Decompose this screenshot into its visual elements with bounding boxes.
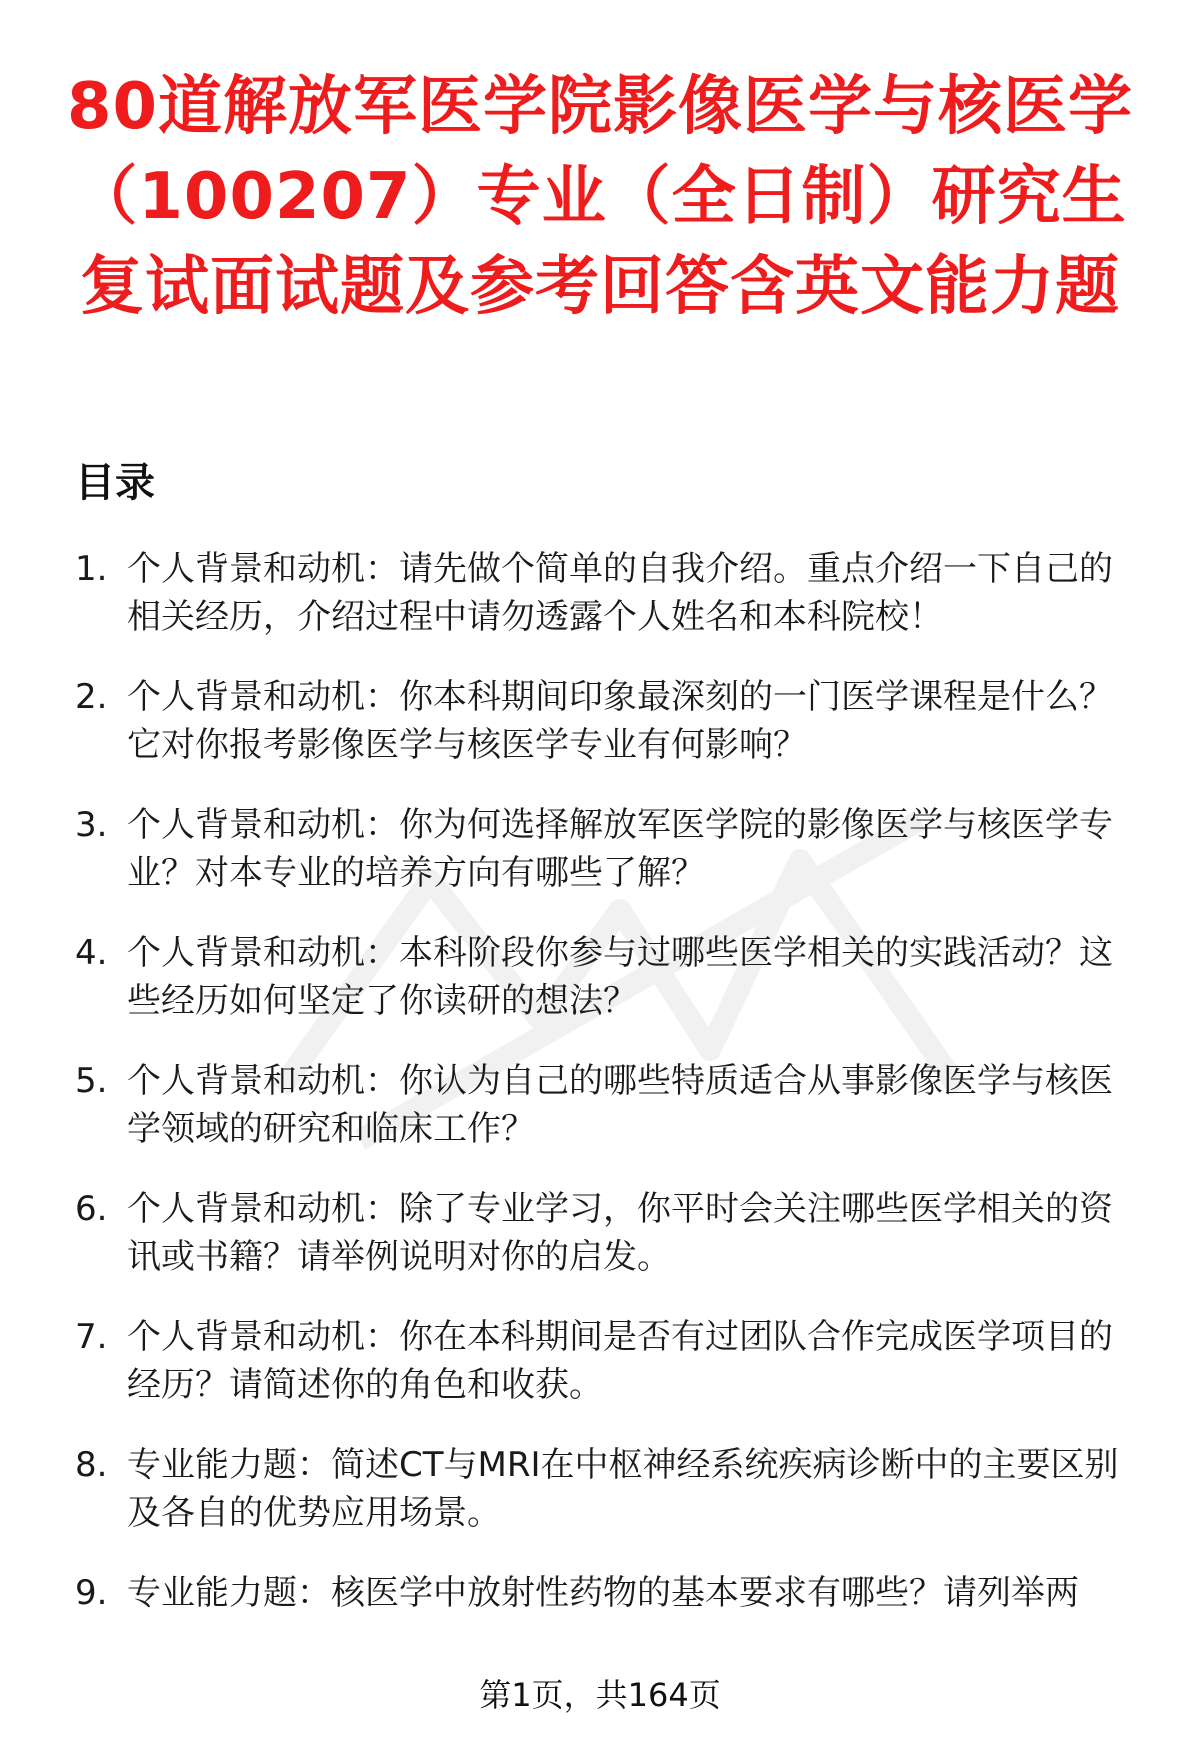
toc-item[interactable]: [75, 545, 1145, 641]
toc-item-number: 8.: [75, 1445, 108, 1485]
toc-item[interactable]: [75, 929, 1145, 1025]
toc-item-number: 6.: [75, 1189, 108, 1229]
toc-list: [75, 545, 1145, 1649]
toc-item-number: 9.: [75, 1573, 108, 1613]
toc-item-text: 个人背景和动机：请先做个简单的自我介绍。重点介绍一下自己的相关经历，介绍过程中请勿透露个人姓名和本科院校！: [127, 549, 1113, 637]
toc-item[interactable]: [75, 1441, 1145, 1537]
toc-item[interactable]: [75, 673, 1145, 769]
toc-heading: 目录: [75, 460, 155, 506]
document-title: 80道解放军医学院影像医学与核医学（100207）专业（全日制）研究生复试面试题及参考回答含英文能力题: [66, 70, 1134, 324]
toc-item-text: 个人背景和动机：你本科期间印象最深刻的一门医学课程是什么？它对你报考影像医学与核医学专业有何影响？: [127, 677, 1113, 765]
toc-item-number: 7.: [75, 1317, 108, 1357]
toc-item[interactable]: [75, 1313, 1145, 1409]
toc-item-number: 1.: [75, 549, 108, 589]
toc-item-number: 5.: [75, 1061, 108, 1101]
toc-item[interactable]: [75, 1569, 1145, 1617]
toc-item-text: 个人背景和动机：你认为自己的哪些特质适合从事影像医学与核医学领域的研究和临床工作？: [127, 1061, 1113, 1149]
toc-item[interactable]: [75, 801, 1145, 897]
toc-item-text: 个人背景和动机：你为何选择解放军医学院的影像医学与核医学专业？对本专业的培养方向有哪些了解？: [127, 805, 1113, 893]
toc-item-text: 个人背景和动机：你在本科期间是否有过团队合作完成医学项目的经历？请简述你的角色和收获。: [127, 1317, 1113, 1405]
page-footer: 第1页，共164页: [479, 1676, 721, 1714]
toc-item-text: 个人背景和动机：除了专业学习，你平时会关注哪些医学相关的资讯或书籍？请举例说明对你的启发。: [127, 1189, 1113, 1277]
toc-item-text: 专业能力题：简述CT与MRI在中枢神经系统疾病诊断中的主要区别及各自的优势应用场景。: [127, 1445, 1119, 1533]
toc-item-number: 2.: [75, 677, 108, 717]
toc-item[interactable]: [75, 1057, 1145, 1153]
toc-item-number: 3.: [75, 805, 108, 845]
toc-item-text: 专业能力题：核医学中放射性药物的基本要求有哪些？请列举两: [127, 1573, 1079, 1613]
toc-item[interactable]: [75, 1185, 1145, 1281]
toc-item-number: 4.: [75, 933, 108, 973]
toc-item-text: 个人背景和动机：本科阶段你参与过哪些医学相关的实践活动？这些经历如何坚定了你读研的想法？: [127, 933, 1113, 1021]
